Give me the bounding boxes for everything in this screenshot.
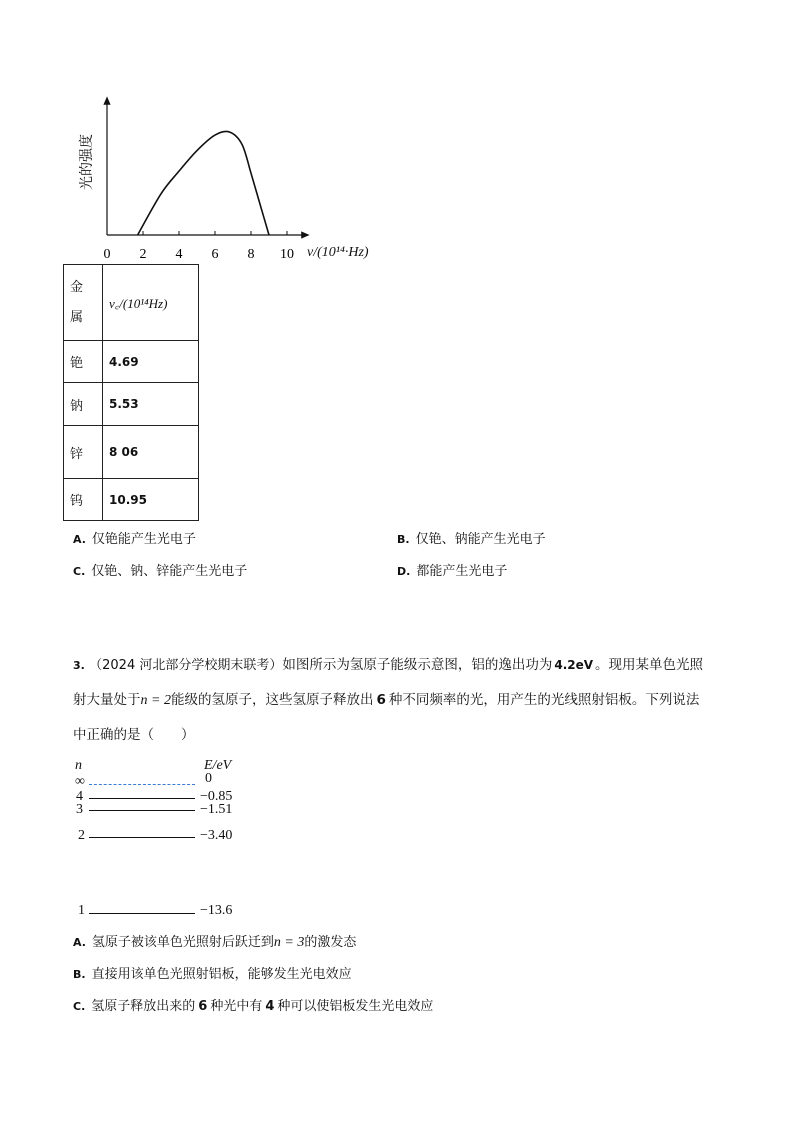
q3-line-3: 中正确的是（ ） [73, 727, 195, 743]
energy-level-diagram [70, 755, 270, 925]
q2-option-c[interactable]: C. 仅铯、钠、锌能产生光电子 [73, 564, 248, 579]
metal-threshold: 8 06 [103, 426, 199, 479]
level-label-2: 2 [78, 828, 85, 843]
x-tick-label: 2 [139, 247, 147, 262]
level-label-inf: ∞ [75, 774, 85, 789]
q3-stem [73, 648, 733, 752]
x-tick-label: 6 [211, 247, 219, 262]
x-tick-label: 0 [103, 247, 111, 262]
spectrum-chart [60, 90, 400, 270]
x-tick-label: 8 [247, 247, 255, 262]
level-label-1: 1 [78, 903, 85, 918]
level-line-1 [89, 913, 195, 914]
intensity-curve [138, 131, 269, 235]
q2-option-b[interactable]: B. 仅铯、钠能产生光电子 [397, 532, 546, 547]
metal-name: 钠 [64, 383, 103, 426]
x-tick-label: 10 [280, 247, 294, 262]
metal-threshold-table [63, 264, 199, 521]
level-label-4: 4 [76, 789, 83, 804]
level-line-3 [89, 810, 195, 811]
level-line-2 [89, 837, 195, 838]
metal-name: 锌 [64, 426, 103, 479]
metal-threshold: 5.53 [103, 383, 199, 426]
metal-threshold: 4.69 [103, 341, 199, 383]
level-energy-inf: 0 [205, 771, 212, 786]
x-tick-label: 4 [175, 247, 183, 262]
level-line-4 [89, 798, 195, 799]
y-axis-label: 光的强度 [80, 134, 95, 190]
metal-threshold: 10.95 [103, 479, 199, 521]
level-energy-4: −0.85 [200, 789, 233, 804]
level-energy-3: −1.51 [200, 802, 233, 817]
q2-option-d[interactable]: D. 都能产生光电子 [397, 564, 508, 579]
metal-name: 铯 [64, 341, 103, 383]
table-row [64, 383, 199, 426]
table-row [64, 426, 199, 479]
level-energy-2: −3.40 [200, 828, 233, 843]
table-row [64, 341, 199, 383]
e-header: E/eV [204, 758, 232, 773]
metal-name: 钨 [64, 479, 103, 521]
level-line-inf [89, 784, 195, 785]
n-header: n [75, 758, 82, 773]
q2-option-a[interactable]: A. 仅铯能产生光电子 [73, 532, 196, 547]
q3-option-c[interactable]: C. 氢原子释放出来的 6 种光中有 4 种可以使铝板发生光电效应 [73, 999, 434, 1014]
q3-option-a[interactable]: A. 氢原子被该单色光照射后跃迁到n = 3的激发态 [73, 935, 357, 950]
q3-option-b[interactable]: B. 直接用该单色光照射铝板，能够发生光电效应 [73, 967, 352, 982]
x-axis-label: ν/(10¹⁴·Hz) [307, 245, 369, 260]
table-header-frequency: ν꜀/(10¹⁴Hz) [103, 265, 199, 341]
table-header-metal: 金属 [64, 265, 103, 341]
level-label-3: 3 [76, 802, 83, 817]
q3-line-1: 3. （2024 河北部分学校期末联考）如图所示为氢原子能级示意图，铝的逸出功为 4.2eV 。现用某单色光照 [73, 657, 704, 673]
table-row [64, 479, 199, 521]
level-energy-1: −13.6 [200, 903, 233, 918]
q3-line-2: 射大量处于n = 2能级的氢原子，这些氢原子释放出 6 种不同频率的光，用产生的光线照射铝板。下列说法 [73, 692, 700, 708]
